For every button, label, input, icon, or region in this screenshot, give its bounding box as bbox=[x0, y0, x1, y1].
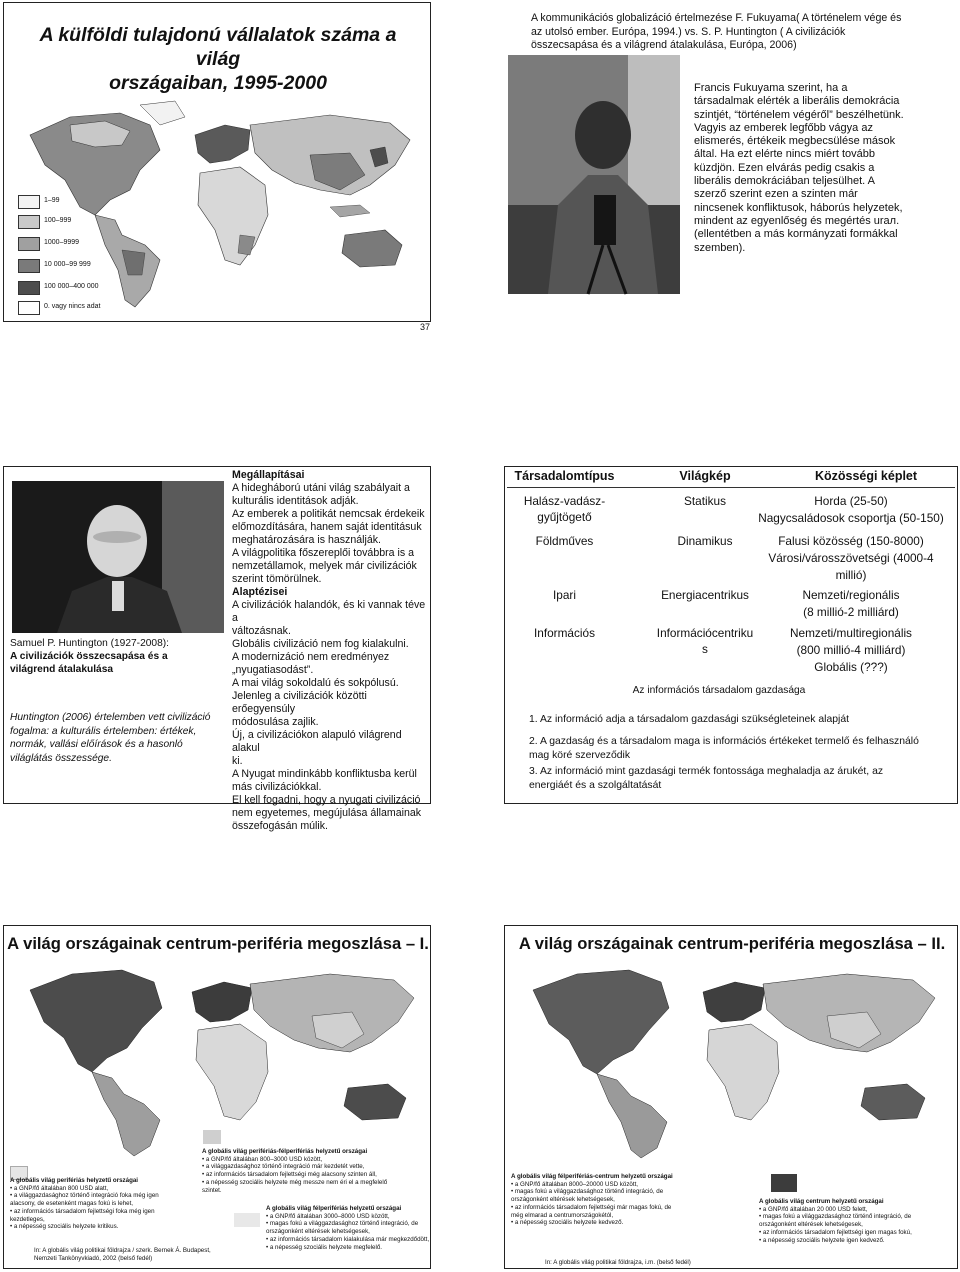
row4-world: Információcentriku s bbox=[656, 626, 754, 656]
legend-label-5: 100 000–400 000 bbox=[44, 283, 99, 290]
header-society-type: Társadalomtípus bbox=[514, 469, 615, 483]
slide-foreign-companies-map bbox=[3, 2, 431, 322]
legend-swatch-2 bbox=[18, 215, 40, 229]
legend-swatch-6 bbox=[18, 301, 40, 315]
slide6-source: In: A globális világ politikai földrajza, i.m. (belső fedél) bbox=[545, 1259, 691, 1266]
map-periphery-2-graphic bbox=[515, 960, 949, 1160]
row1-community: Horda (25-50) Nagycsaládosok csoportja (50-150) bbox=[758, 494, 944, 525]
society-table bbox=[507, 469, 955, 689]
legend-label-6: 0. vagy nincs adat bbox=[44, 303, 101, 310]
slide2-header: A kommunikációs globalizáció értelmezése F. Fukuyama( A történelem vége és az utolsó ember. Európa, 1994.) vs. S. P. Huntington ( A civilizációk összecsapása és a világrend átalakulása, Európa, 2006) bbox=[531, 12, 902, 51]
thesis-line: El kell fogadni, hogy a nyugati civilizáció bbox=[232, 794, 421, 806]
row3-type: Ipari bbox=[553, 588, 576, 602]
row2-community: Falusi közösség (150-8000) Városi/városszövetségi (4000-4 millió) bbox=[768, 534, 934, 582]
thesis-line: meghatározására is használják. bbox=[232, 534, 381, 546]
huntington-photo bbox=[12, 481, 224, 633]
slide-huntington bbox=[3, 466, 431, 832]
thesis-line: Globális civilizáció nem fog kialakulni. bbox=[232, 638, 409, 650]
thesis-line: ki. bbox=[232, 755, 243, 767]
info-economy-point-3: 3. Az információ mint gazdasági termék fontossága meghaladja az árukét, az energiáét és a szolgáltatását bbox=[529, 766, 884, 791]
world-map-periphery-2 bbox=[515, 960, 949, 1160]
slide-center-periphery-2 bbox=[504, 925, 958, 1269]
legend-center: A globális világ centrum helyzetű országai • a GNP/fő általában 20 000 USD felett, • magas fokú a világgazdasághoz történő integráció, de országonként eltérések lehetségesek, • az információs társadalom fejlettségi igen magas fokú, • a népesség szociális helyzete igen kedvező. bbox=[759, 1198, 912, 1244]
legend-label-2: 100–999 bbox=[44, 217, 72, 224]
slide1-title: A külföldi tulajdonú vállalatok száma a világ országaiban, 1995-2000 bbox=[39, 24, 397, 94]
thesis-line: A hidegháború utáni világ szabályait a bbox=[232, 482, 410, 494]
huntington-theses bbox=[232, 469, 428, 832]
slide-center-periphery-1 bbox=[3, 925, 431, 1269]
thesis-line: A civilizációk halandók, és ki vannak téve a bbox=[232, 599, 426, 624]
row4-type: Információs bbox=[534, 626, 595, 640]
page-number: 37 bbox=[420, 322, 431, 332]
table-header-rule bbox=[507, 487, 955, 488]
fukuyama-text: Francis Fukuyama szerint, ha a társadalmak elérték a liberális demokrácia szintjét, “történelem végéről” beszélhetünk. Vagyis az emberek legfőbb vágya az elismerés, értékeik megbecsülése mások által. Ha ezt elérte nincs miért tovább küzdjön. Ezen elvárás pedig csakis a liberális demokráciában teljesülhet. A szerző szerint ezen a szinten már nincsenek konfliktusok, háborús helyzetek, mindent az egyenlőség és megértés urал. (ellentétben a más kormányzati formákkal szemben). bbox=[694, 82, 904, 254]
section-heading: Megállapításai bbox=[232, 469, 305, 481]
header-worldview: Világkép bbox=[679, 469, 731, 483]
legend-label-4: 10 000–99 999 bbox=[44, 261, 91, 268]
thesis-line: A modernizáció nem eredményez bbox=[232, 651, 390, 663]
thesis-line: összefogásán múlik. bbox=[232, 820, 328, 832]
huntington-portrait bbox=[12, 481, 224, 633]
portrait-silhouette bbox=[508, 55, 680, 294]
huntington-book-title: A civilizációk összecsapása és a világrend átalakulása bbox=[10, 651, 168, 675]
fukuyama-photo bbox=[508, 55, 680, 294]
thesis-line: kulturális identitások adják. bbox=[232, 495, 359, 507]
legend-swatch-5 bbox=[18, 281, 40, 295]
thesis-line: Jelenleg a civilizációk közötti erőegyensúly bbox=[232, 690, 367, 715]
slide5-title: A világ országainak centrum-periféria megoszlása – I. bbox=[7, 934, 429, 953]
legend-swatch-3 bbox=[18, 237, 40, 251]
thesis-line: A világpolitika főszereplői továbbra is a bbox=[232, 547, 414, 559]
thesis-line: szerint tömörülnek. bbox=[232, 573, 322, 585]
legend-peripheral: A globális világ perifériás helyzetű országai • a GNP/fő általában 800 USD alatt, • a világgazdasághoz történő integráció foka még igen alacsony, de esetenként magas fokú is lehet, • az információs társadalom fejlettségi foka még igen kezdetleges, • a népesség szociális helyzete kritikus. bbox=[10, 1177, 159, 1231]
thesis-line: más civilizációkkal. bbox=[232, 781, 322, 793]
huntington-name: Samuel P. Huntington (1927-2008): bbox=[10, 638, 169, 649]
huntington-caption bbox=[10, 637, 226, 676]
row2-world: Dinamikus bbox=[677, 534, 733, 548]
slide-society-types bbox=[504, 466, 958, 804]
row2-type: Földműves bbox=[535, 534, 594, 548]
legend-semi-peripheral: A globális világ perifériás-félperifériás helyzetű országai • a GNP/fő általában 800–3000 USD között, • a világgazdasághoz történő integráció már kezdetét vette, • az információs társadalom fejlettségi még alacsony szinten áll, • a népesség szociális helyzete még messze nem éri el a megfelelő szintet. bbox=[202, 1148, 388, 1194]
map-legend bbox=[18, 195, 138, 315]
slide5-source: In: A globális világ politikai földrajza / szerk. Bernek Á. Budapest, Nemzeti Tankönyvkiadó, 2002 (belső fedél) bbox=[34, 1247, 211, 1262]
header-community: Közösségi képlet bbox=[814, 469, 918, 483]
legend-swatch-semi2 bbox=[234, 1213, 260, 1227]
thesis-line: változásnak. bbox=[232, 625, 291, 637]
legend-label-1: 1–99 bbox=[44, 197, 60, 204]
row4-community: Nemzeti/multiregionális (800 millió-4 milliárd) Globális (???) bbox=[790, 626, 912, 674]
thesis-line: Új, a civilizációkon alapuló világrend alakul bbox=[232, 729, 402, 754]
thesis-line: előmozdítására, hanem saját identitásuk bbox=[232, 521, 422, 533]
legend-swatch-semi bbox=[203, 1130, 221, 1144]
legend-semi-center: A globális világ félperifériás-centrum helyzetű országai • a GNP/fő általában 8000–20000 USD között, • magas fokú a világgazdasághoz történő integráció, de országonként eltérések lehetségesek, • az információs társadalom fejlettségi már magas fokú, de még elmarad a centrumországokétól, • a népesség szociális helyzete kedvező. bbox=[511, 1173, 673, 1227]
row1-type: Halász-vadász- gyűjtögető bbox=[523, 494, 606, 524]
info-economy-point-2: 2. A gazdaság és a társadalom maga is információs értékeket termelő és felhasználó mag köré szerveződik bbox=[529, 736, 919, 761]
row1-world: Statikus bbox=[684, 494, 726, 508]
legend-semi-peripheral-2: A globális világ félperifériás helyzetű országai • a GNP/fő általában 3000–8000 USD között, • magas fokú a világgazdasághoz történő integráció, de országonként eltérések lehetségesek, • az információs társadalom kialakulása már megkezdődött, • a népesség szociális helyzete megfelelő. bbox=[266, 1205, 430, 1251]
thesis-line: módosulása zajlik. bbox=[232, 716, 319, 728]
info-economy-subtitle: Az információs társadalom gazdasága bbox=[632, 685, 806, 696]
world-map-periphery-1 bbox=[12, 960, 426, 1158]
thesis-line: Az emberek a politikát nemcsak érdekeik bbox=[232, 508, 425, 520]
legend-label-3: 1000–9999 bbox=[44, 239, 80, 246]
thesis-line: „nyugatiasodást”. bbox=[232, 664, 314, 676]
legend-swatch-1 bbox=[18, 195, 40, 209]
legend-swatch-4 bbox=[18, 259, 40, 273]
row3-world: Energiacentrikus bbox=[661, 588, 749, 602]
slide6-title: A világ országainak centrum-periféria megoszlása – II. bbox=[518, 934, 946, 953]
thesis-line: nem egyetemes, megújulása államainak bbox=[232, 807, 422, 819]
thesis-line: nemzetállamok, melyek már civilizációk bbox=[232, 560, 417, 572]
row3-community: Nemzeti/regionális (8 millió-2 milliárd) bbox=[802, 588, 900, 619]
section-heading: Alaptézisei bbox=[232, 586, 288, 598]
map-periphery-1-graphic bbox=[12, 960, 426, 1158]
thesis-line: A mai világ sokoldalú és sokpólusú. bbox=[232, 677, 399, 689]
thesis-line: A Nyugat mindinkább konfliktusba kerül bbox=[232, 768, 417, 780]
civilization-definition: Huntington (2006) értelemben vett civilizáció fogalma: a kulturális értelemben: értékek, normák, vallási előírások és a hasonló világlátás összessége. bbox=[10, 712, 211, 764]
legend-swatch-center bbox=[771, 1174, 797, 1192]
info-economy-point-1: 1. Az információ adja a társadalom gazdasági szükségleteinek alapját bbox=[529, 714, 849, 725]
